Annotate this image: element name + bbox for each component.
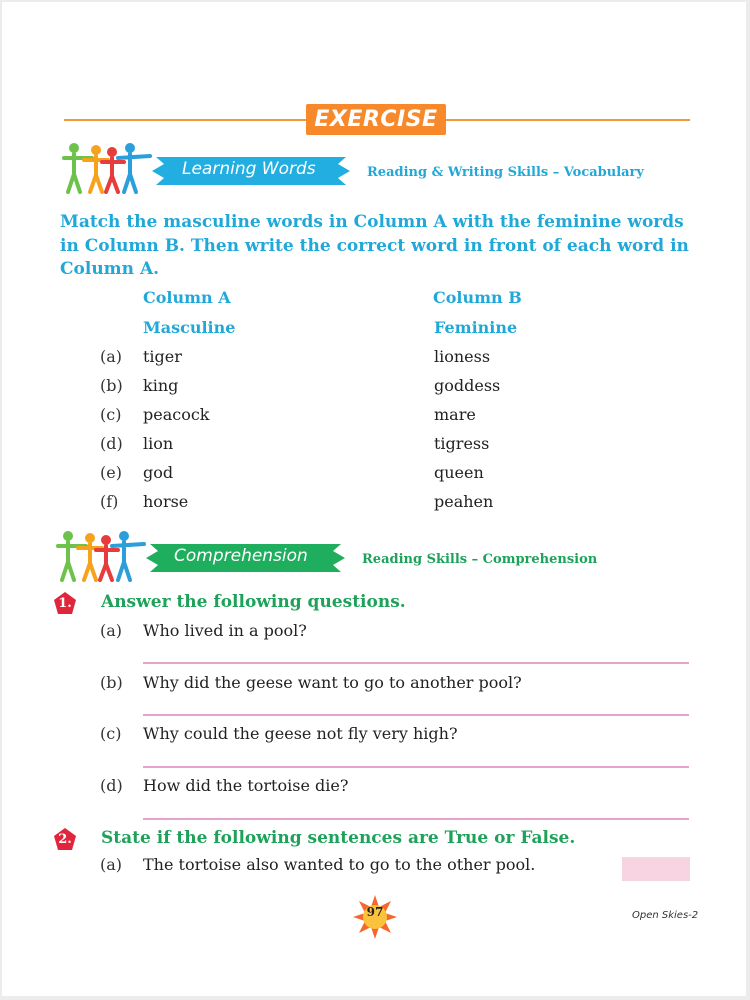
- column-a-subtitle: Masculine: [143, 318, 236, 337]
- learning-words-label: Learning Words: [182, 159, 316, 179]
- feminine-word: lioness: [434, 347, 491, 366]
- row-label: (d): [100, 434, 123, 453]
- page-number: 97: [366, 905, 384, 919]
- answer-line[interactable]: [143, 818, 689, 820]
- question-text: The tortoise also wanted to go to the other pool.: [143, 855, 536, 874]
- question-label: (a): [100, 621, 123, 640]
- children-group-icon: [56, 528, 148, 582]
- row-label: (c): [100, 405, 122, 424]
- answer-line[interactable]: [143, 766, 689, 768]
- feminine-word: goddess: [434, 376, 501, 395]
- feminine-word: mare: [434, 405, 476, 424]
- instructions-text: Match the masculine words in Column A with the feminine words in Column B. Then write the correct word in front of each word in Column A.: [60, 212, 689, 279]
- question-text: Why could the geese not fly very high?: [143, 724, 458, 743]
- column-b-subtitle: Feminine: [434, 318, 518, 337]
- question-label: (c): [100, 724, 122, 743]
- row-label: (a): [100, 347, 123, 366]
- true-false-answer-box[interactable]: [622, 857, 690, 881]
- question-text: How did the tortoise die?: [143, 776, 349, 795]
- column-a-title: Column A: [143, 288, 231, 307]
- question-label: (b): [100, 673, 123, 692]
- question-number: 1.: [58, 596, 72, 611]
- masculine-word: horse: [143, 492, 189, 511]
- answer-line[interactable]: [143, 662, 689, 664]
- question-label: (d): [100, 776, 123, 795]
- book-title: Open Skies-2: [632, 910, 699, 921]
- question-label: (a): [100, 855, 123, 874]
- masculine-word: god: [143, 463, 174, 482]
- column-b-title: Column B: [433, 288, 522, 307]
- row-label: (e): [100, 463, 122, 482]
- question-text: Who lived in a pool?: [143, 621, 307, 640]
- question-number: 2.: [58, 832, 72, 847]
- masculine-word: king: [143, 376, 179, 395]
- row-label: (f): [100, 492, 119, 511]
- row-label: (b): [100, 376, 123, 395]
- header-rule-left: [64, 119, 306, 121]
- question-1-heading: Answer the following questions.: [101, 592, 406, 612]
- children-group-icon: [62, 140, 154, 194]
- answer-line[interactable]: [143, 714, 689, 716]
- feminine-word: tigress: [434, 434, 490, 453]
- exercise-title: EXERCISE: [306, 104, 446, 135]
- learning-words-subtitle: Reading & Writing Skills – Vocabulary: [367, 165, 644, 180]
- feminine-word: peahen: [434, 492, 494, 511]
- comprehension-label: Comprehension: [174, 546, 308, 566]
- masculine-word: peacock: [143, 405, 210, 424]
- header-rule-right: [446, 119, 690, 121]
- masculine-word: lion: [143, 434, 174, 453]
- masculine-word: tiger: [143, 347, 182, 366]
- feminine-word: queen: [434, 463, 484, 482]
- question-2-heading: State if the following sentences are True or False.: [101, 828, 576, 848]
- comprehension-subtitle: Reading Skills – Comprehension: [362, 552, 598, 567]
- question-text: Why did the geese want to go to another pool?: [143, 673, 522, 692]
